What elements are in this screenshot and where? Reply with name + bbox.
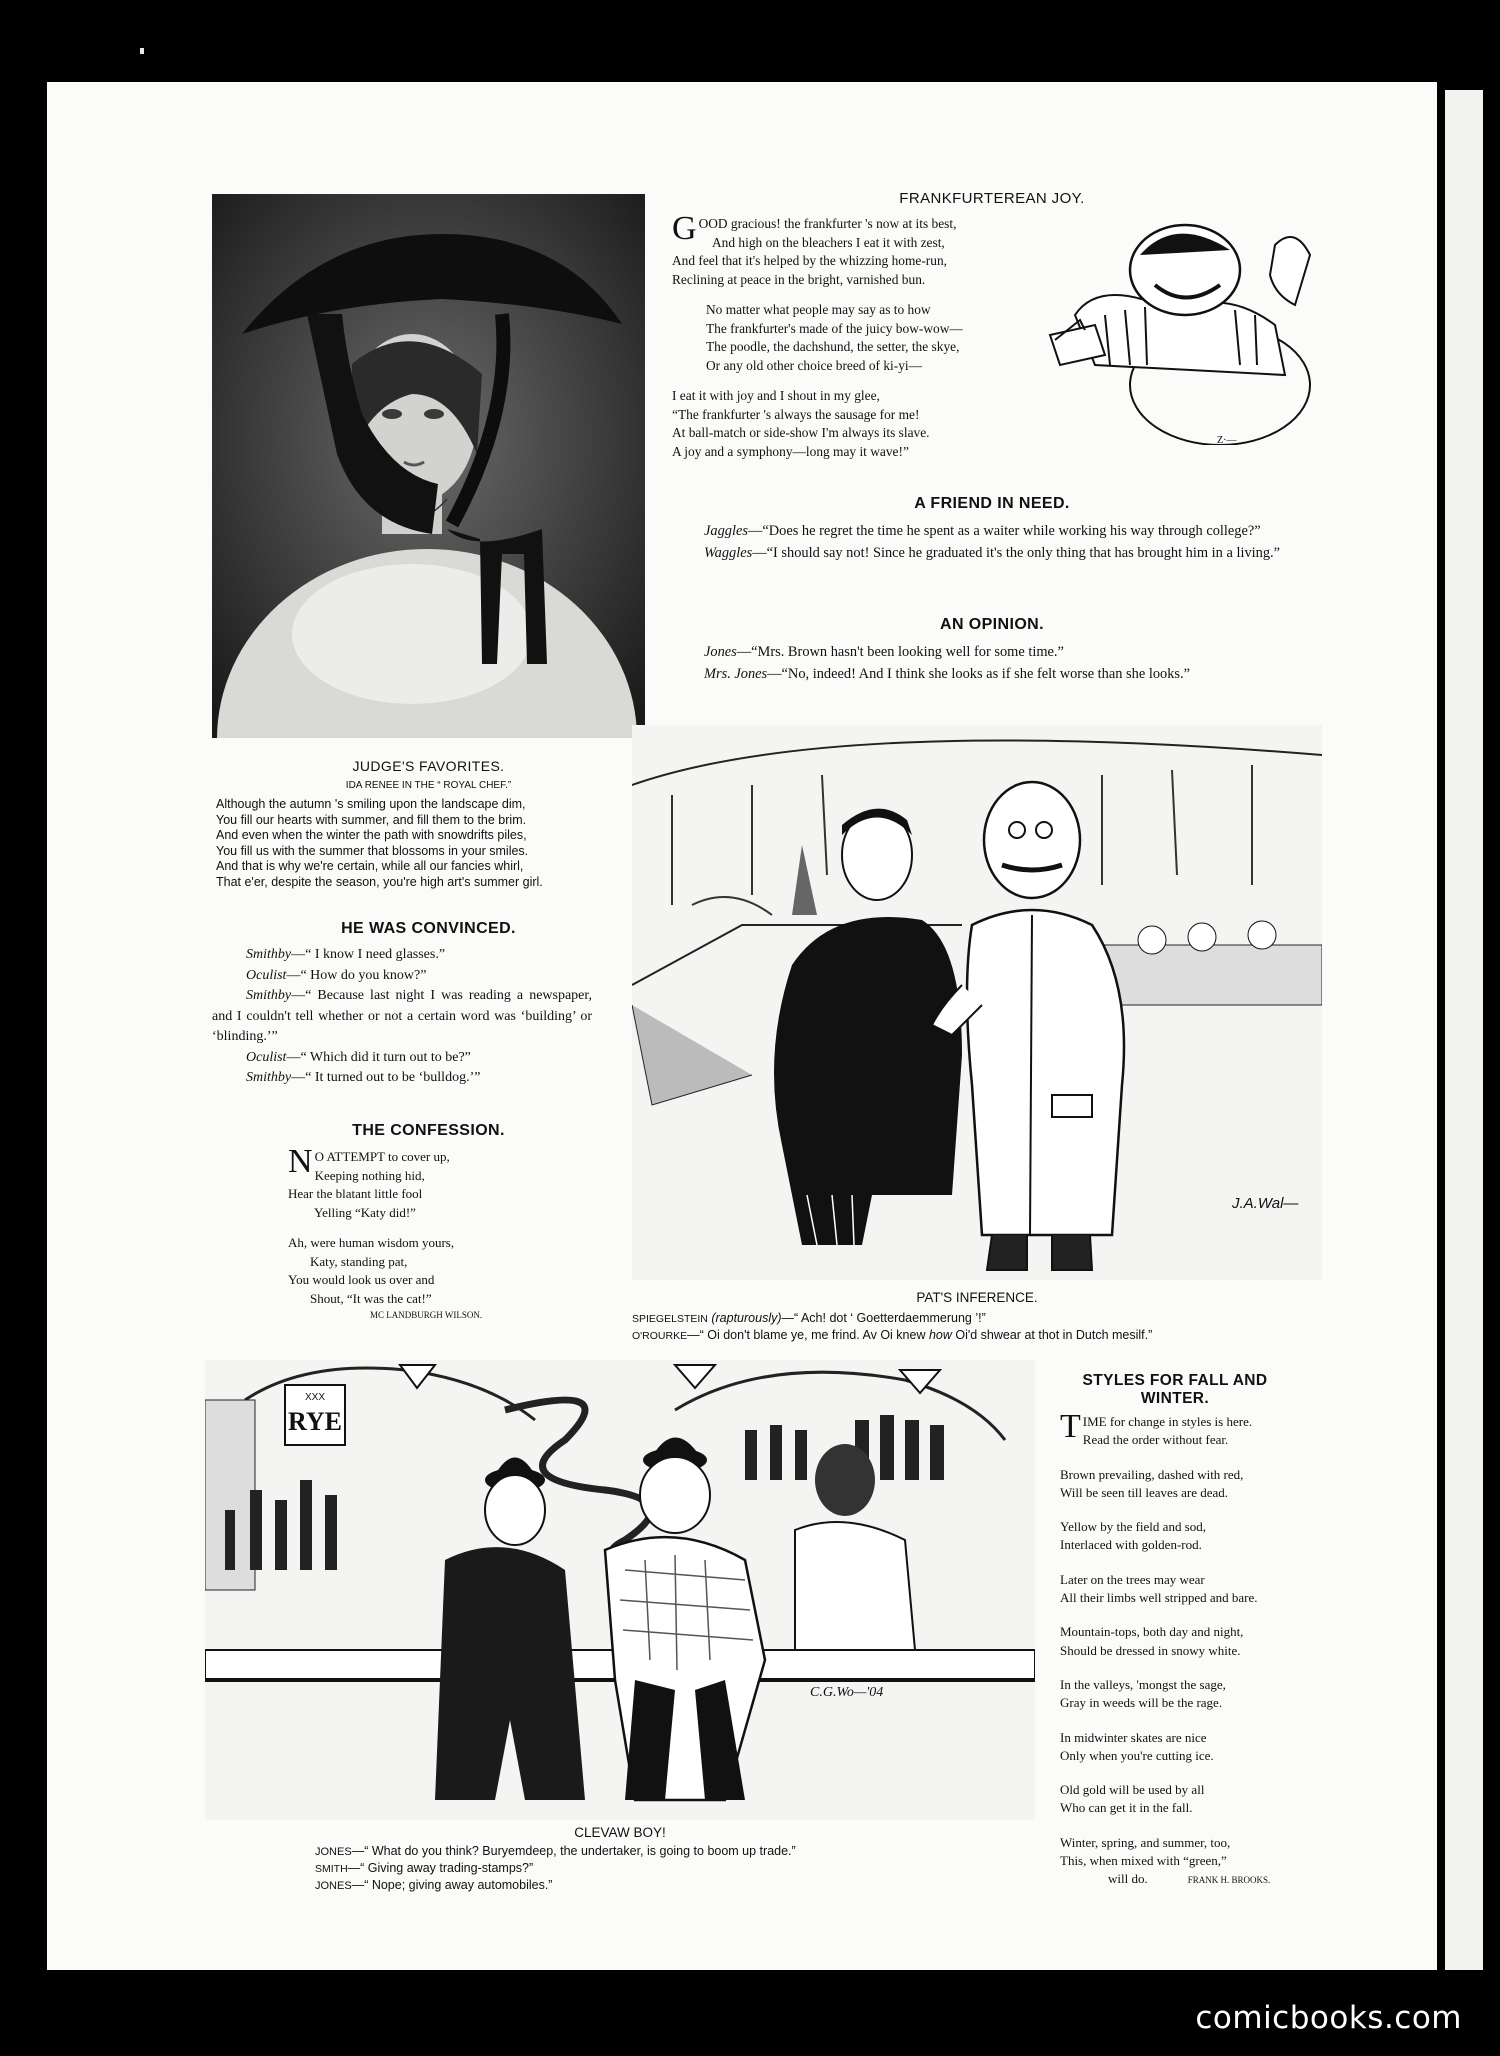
opinion-dialogue [674,641,1310,685]
author-credit: MC LANDBURGH WILSON. [370,1310,483,1320]
poem-line: O ATTEMPT to cover up, [314,1149,450,1164]
clevaw-boy-cartoon [205,1360,1035,1820]
poem-line: Ah, were human wisdom yours, [288,1235,455,1250]
dialogue-text: —“I should say not! Since he graduated it's the only thing that has brought him in a living.” [752,545,1281,561]
poem-line: Should be dressed in snowy white. [1060,1642,1241,1658]
poem-line: Yellow by the field and sod, [1060,1519,1207,1535]
poem-line: You fill us with the summer that blossoms in your smiles. [216,843,529,858]
clevaw-dialogue [315,1843,1035,1894]
poem-line: Or any old other choice breed of ki-yi— [706,357,923,373]
poem-line: Mountain-tops, both day and night, [1060,1624,1244,1640]
opinion-title: AN OPINION. [940,616,1044,633]
poem-line: Who can get it in the fall. [1060,1800,1193,1816]
speaker-name: SMITH [315,1863,348,1875]
dialogue-text: Oi'd shwear at thot in Dutch mesilf.” [951,1328,1153,1342]
poem-line: At ball-match or side-show I'm always its slave. [672,425,930,440]
speaker-name: Jones [704,644,737,660]
drop-cap: T [1060,1408,1081,1445]
poem-line: Interlaced with golden-rod. [1060,1537,1202,1553]
speaker-name: Oculist [246,1049,287,1065]
poem-line: And feel that it's helped by the whizzing home-run, [672,253,947,268]
artist-signature: C.G.Wo—'04 [810,1685,884,1700]
speaker-name: Mrs. Jones [704,666,768,682]
dialogue-text: —“No, indeed! And I think she looks as if she felt worse than she looks.” [767,666,1191,682]
poem-line: In the valleys, 'mongst the sage, [1060,1676,1226,1692]
frankfurter-poem [672,210,1052,461]
speaker-name: Waggles [704,545,753,561]
speaker-name: Smithby [246,988,292,1003]
clevaw-title: CLEVAW BOY! [574,1825,666,1840]
poem-line: Shout, “It was the cat!” [310,1290,432,1306]
dialogue-text: —“ Oi don't blame ye, me frind. Av Oi knew [687,1328,929,1342]
poem-line: You fill our hearts with summer, and fill them to the brim. [216,812,527,827]
poem-line: Reclining at peace in the bright, varnished bun. [672,271,926,287]
poem-line: Brown prevailing, dashed with red, [1060,1466,1244,1482]
emphasis: how [928,1328,952,1342]
poem-line: “The frankfurter 's always the sausage for me! [672,406,920,422]
scan-speck [140,48,144,54]
portrait-photo [212,194,645,738]
drop-cap: G [672,210,697,247]
styles-poem [1060,1408,1330,1890]
dialogue-text: —“ How do you know?” [286,967,427,983]
artist-signature: J.A.Wal— [1232,1195,1299,1212]
favorites-poem [216,797,656,890]
poem-line: And high on the bleachers I eat it with zest, [712,234,945,250]
poem-line: A joy and a symphony—long may it wave!” [672,443,909,459]
favorites-title: JUDGE'S FAVORITES. [352,758,505,774]
friend-title: A FRIEND IN NEED. [914,495,1070,512]
favorites-subtitle: IDA RENEE IN THE “ ROYAL CHEF.” [345,780,512,791]
frankfurter-man-illustration [1035,215,1325,445]
poem-line: The frankfurter's made of the juicy bow-wow— [706,320,963,336]
site-watermark: comicbooks.com [1195,2000,1462,2036]
speaker-name: JONES [315,1880,352,1892]
speaker-name: Jaggles [704,523,748,539]
frankfurter-title: FRANKFURTEREAN JOY. [899,190,1085,207]
poem-line: Yelling “Katy did!” [314,1204,416,1220]
friend-dialogue [674,520,1310,564]
convinced-dialogue [212,945,592,1089]
poem-line: IME for change in styles is here. [1082,1414,1253,1429]
stage-direction: (rapturously) [711,1311,782,1325]
poem-line: In midwinter skates are nice [1060,1729,1207,1745]
poem-line: All their limbs well stripped and bare. [1060,1590,1258,1606]
poem-line: Later on the trees may wear [1060,1571,1205,1587]
poem-line: This, when mixed with “green,” [1060,1853,1227,1869]
poem-line: Only when you're cutting ice. [1060,1747,1214,1763]
pats-inference-cartoon [632,725,1322,1280]
dialogue-text: —“ It turned out to be ‘bulldog.’” [291,1070,481,1085]
poem-line: Winter, spring, and summer, too, [1060,1834,1231,1850]
speaker-name: Smithby [246,947,292,962]
sign-text: RYE [288,1407,342,1436]
dialogue-text: —“ Nope; giving away automobiles.” [351,1878,553,1892]
dialogue-text: —“ Ach! dot ‘ Goetterdaemmerung ’!” [781,1311,986,1325]
poem-line: The poodle, the dachshund, the setter, the skye, [706,339,960,354]
poem-line: You would look us over and [288,1272,435,1287]
poem-line: No matter what people may say as to how [706,302,931,317]
artist-signature: Z·— [1217,435,1237,446]
dialogue-text: —“ Which did it turn out to be?” [286,1049,471,1065]
poem-line: OOD gracious! the frankfurter 's now at its best, [698,216,957,231]
sign-marks: XXX [304,1392,326,1403]
pat-title: PAT'S INFERENCE. [916,1290,1038,1305]
dialogue-text: —“ Because last night I was reading a newspaper, and I couldn't tell whether or not a certain word was ‘building’ or ‘blinding.’” [212,988,592,1044]
speaker-name: JONES [315,1846,352,1858]
poem-line: Keeping nothing hid, [314,1167,425,1183]
poem-line: And that is why we're certain, while all our fancies whirl, [216,859,524,873]
styles-title: STYLES FOR FALL AND WINTER. [1082,1372,1268,1407]
confession-poem [288,1143,618,1322]
poem-line: And even when the winter the path with snowdrifts piles, [216,828,527,842]
dialogue-text: —“ I know I need glasses.” [291,947,446,962]
poem-line: Old gold will be used by all [1060,1782,1205,1798]
speaker-name: SPIEGELSTEIN [632,1313,708,1325]
speaker-name: O'ROURKE [632,1330,688,1342]
speaker-name: Oculist [246,967,287,983]
drop-cap: N [288,1143,313,1180]
convinced-title: HE WAS CONVINCED. [341,920,516,937]
pat-dialogue [632,1310,1352,1344]
poem-line: Will be seen till leaves are dead. [1060,1484,1229,1500]
dialogue-text: —“Mrs. Brown hasn't been looking well for some time.” [736,644,1064,660]
poem-line: Read the order without fear. [1082,1432,1229,1448]
facing-page-edge [1445,90,1483,1970]
poem-line: I eat it with joy and I shout in my glee, [672,388,880,403]
author-credit: FRANK H. BROOKS. [1187,1875,1271,1886]
dialogue-text: —“Does he regret the time he spent as a waiter while working his way through college?” [747,523,1261,539]
poem-line: That e'er, despite the season, you're high art's summer girl. [216,874,543,889]
poem-line: will do. [1108,1871,1148,1887]
poem-line: Gray in weeds will be the rage. [1060,1695,1223,1711]
dialogue-text: —“ What do you think? Buryemdeep, the undertaker, is going to boom up trade.” [351,1844,796,1858]
speaker-name: Smithby [246,1070,292,1085]
confession-title: THE CONFESSION. [352,1122,505,1139]
poem-line: Katy, standing pat, [310,1253,408,1269]
dialogue-text: —“ Giving away trading-stamps?” [347,1861,534,1875]
poem-line: Although the autumn 's smiling upon the landscape dim, [216,797,526,811]
poem-line: Hear the blatant little fool [288,1186,423,1201]
